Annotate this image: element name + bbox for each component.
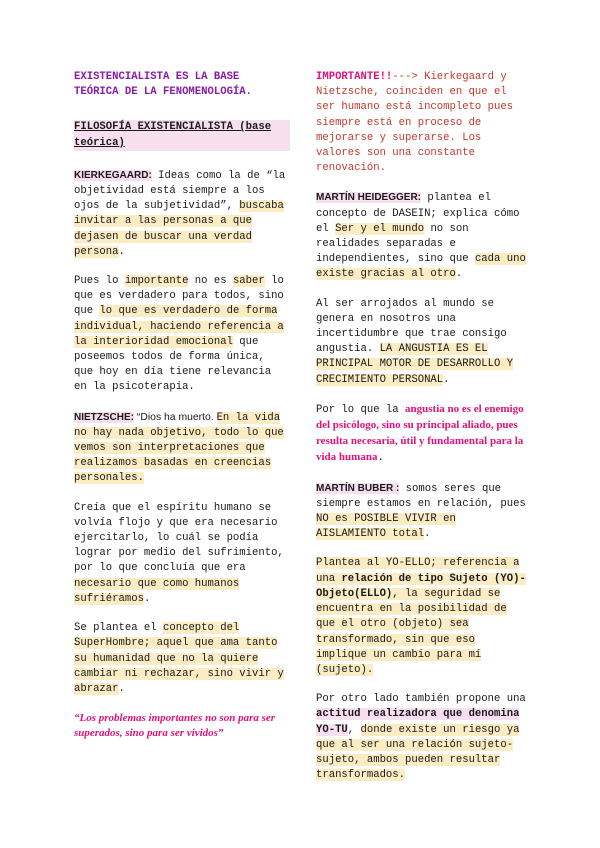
- heidegger-paragraph: MARTÍN HEIDEGGER: plantea el concepto de DASEIN; explica cómo el Ser y el mundo no son realidades separadas e independientes, sino que cada uno existe gracias al otro.: [316, 192, 526, 281]
- left-column: [74, 70, 290, 755]
- ally-paragraph: Por lo que la angustia no es el enemigo del psicólogo, sino su principal aliado, pues resulta necesaria, útil y fundamental para la vida humana.: [316, 402, 524, 465]
- buber-paragraph: MARTÍN BUBER : somos seres que siempre estamos en relación, pues NO es POSIBLE VIVIR en AISLAMIENTO total.: [316, 482, 526, 541]
- importance-paragraph: Pues lo importante no es saber lo que es verdadero para todos, sino que lo que es verdadero de forma individual, haciendo referencia a la interioridad emocional que poseemos todos de forma única, que hoy en día tiene relevancia en la psicoterapia.: [74, 275, 284, 394]
- angustia-paragraph: Al ser arrojados al mundo se genera en nosotros una incertidumbre que trae consigo angustia. LA ANGUSTIA ES EL PRINCIPAL MOTOR DE DESARROLLO Y CRECIMIENTO PERSONAL.: [316, 297, 514, 386]
- kierkegaard-name: KIERKEGAARD:: [74, 169, 152, 181]
- suffering-paragraph: Creía que el espíritu humano se volvía flojo y que era necesario ejercitarlo, lo cuál se podía lograr por medio del sufrimiento, por lo que concluía que era necesario que como humanos sufriéramos.: [74, 501, 284, 605]
- yo-ello-paragraph: Plantea al YO-ELLO; referencia a una relación de tipo Sujeto (YO)- Objeto(ELLO), la seguridad se encuentra en la posibilidad de que el otro (objeto) sea transformado, sin que eso implique un cambio para mí (sujeto).: [316, 557, 526, 676]
- right-column: [316, 70, 530, 797]
- nietzsche-quote: “Los problemas importantes no son para ser superados, sino para ser vividos”: [74, 712, 276, 740]
- important-note: IMPORTANTE!!---> Kierkegaard y Nietzsche, coinciden en que el ser humano está incompleto pues siempre está en proceso de mejorarse y superarse. Los valores son una constante renovación.: [316, 71, 514, 175]
- section-heading: FILOSOFÍA EXISTENCIALISTA (base teórica): [74, 120, 290, 150]
- yo-tu-paragraph: Por otro lado también propone una actitud realizadora que denomina YO-TU, donde existe un riesgo ya que al ser una relación sujeto-sujeto, ambos pueden resultar transformados.: [316, 693, 526, 782]
- kierkegaard-paragraph: KIERKEGAARD: Ideas como la de “la objetividad está siempre a los ojos de la subjetividad”, buscaba invitar a las personas a que dejasen de buscar una verdad persona.: [74, 169, 286, 258]
- document-title: EXISTENCIALISTA ES LA BASE TEÓRICA DE LA FENOMENOLOGÍA.: [74, 71, 253, 99]
- kierkegaard-highlight: buscaba invitar a las personas a que dejasen de buscar una verdad persona: [74, 200, 284, 258]
- superhombre-paragraph: Se plantea el concepto del SuperHombre; aquel que ama tanto su humanidad que no la quiere cambiar ni rechazar, sino vivir y abrazar.: [74, 622, 284, 695]
- buber-name: MARTÍN BUBER :: [316, 482, 400, 494]
- heidegger-name: MARTÍN HEIDEGGER:: [316, 192, 421, 204]
- nietzsche-name: NIETZSCHE:: [74, 411, 134, 423]
- nietzsche-paragraph: NIETZSCHE: “Dios ha muerto. En la vida no hay nada objetivo, todo lo que vemos son interpretaciones que realizamos basadas en creencias personales.: [74, 411, 284, 485]
